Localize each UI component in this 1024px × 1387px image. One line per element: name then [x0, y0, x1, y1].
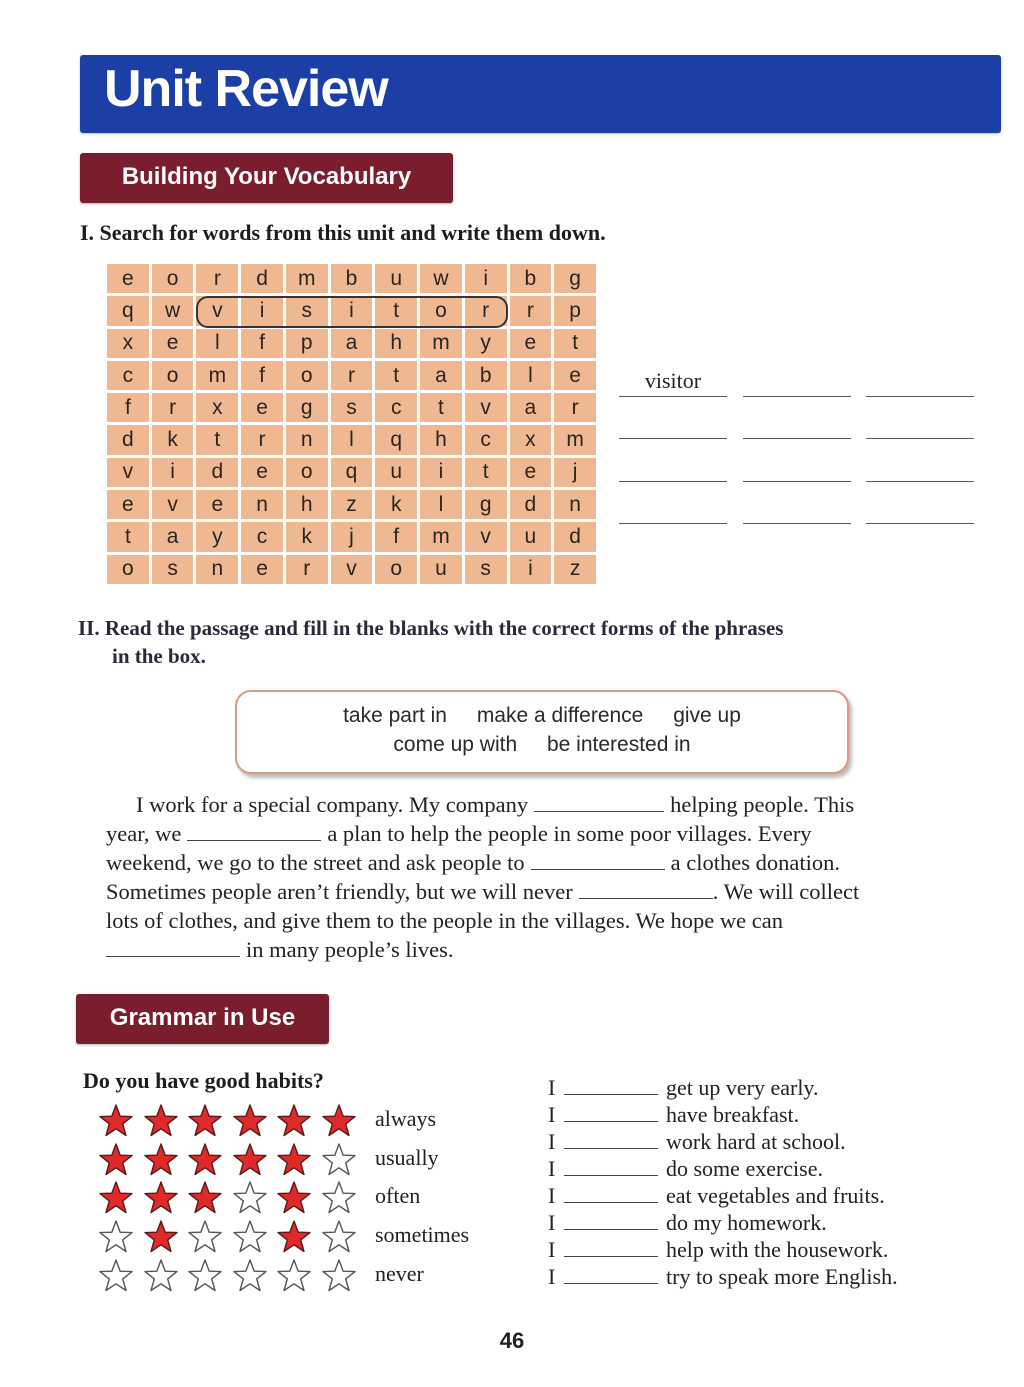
filled-star-icon [276, 1103, 312, 1139]
grid-cell: y [465, 329, 507, 358]
grid-cell: r [331, 361, 373, 390]
grid-cell: p [286, 329, 328, 358]
section-tab-vocabulary [80, 153, 453, 203]
grid-cell: m [286, 264, 328, 293]
empty-star-icon [232, 1258, 268, 1294]
grid-cell: c [241, 522, 283, 551]
sentence-text: get up very early. [666, 1075, 819, 1100]
answer-blank[interactable] [743, 438, 851, 439]
answer-blank[interactable] [619, 481, 727, 482]
grid-cell: o [420, 296, 462, 325]
grid-cell: e [241, 458, 283, 487]
phrase: take part in [343, 704, 447, 727]
filled-star-icon [143, 1103, 179, 1139]
answer-blank[interactable] [619, 438, 727, 439]
frequency-blank[interactable] [564, 1238, 658, 1257]
grid-cell: r [241, 425, 283, 454]
star-row-always [98, 1103, 365, 1139]
grid-cell: p [554, 296, 596, 325]
grid-cell: t [107, 522, 149, 551]
exercise-2-instruction-line1: II. Read the passage and fill in the blanks with the correct forms of the phrases [78, 616, 784, 640]
empty-star-icon [321, 1258, 357, 1294]
grid-cell: w [420, 264, 462, 293]
answer-blank[interactable] [619, 396, 727, 397]
empty-star-icon [276, 1258, 312, 1294]
grid-cell: g [286, 393, 328, 422]
habit-sentence [548, 1210, 827, 1237]
grid-cell: j [554, 458, 596, 487]
grid-cell: a [152, 522, 194, 551]
frequency-label: usually [375, 1145, 439, 1170]
grid-cell: k [375, 490, 417, 519]
grid-cell: t [196, 425, 238, 454]
grid-cell: i [510, 555, 552, 584]
empty-star-icon [187, 1219, 223, 1255]
answer-text: visitor [644, 368, 702, 393]
grid-cell: n [286, 425, 328, 454]
pronoun: I [548, 1129, 556, 1154]
phrase: make a difference [476, 704, 644, 727]
answer-blank[interactable] [619, 523, 727, 524]
grid-cell: y [196, 522, 238, 551]
grid-cell: r [510, 296, 552, 325]
answer-blank[interactable] [866, 523, 974, 524]
answer-blank[interactable] [866, 481, 974, 482]
grid-cell: s [286, 296, 328, 325]
passage-text: I work for a special company. My company [136, 792, 529, 817]
grid-cell: u [420, 555, 462, 584]
habit-sentence [548, 1183, 885, 1210]
grid-cell: o [375, 555, 417, 584]
pronoun: I [548, 1075, 556, 1100]
grid-cell: d [107, 425, 149, 454]
grid-cell: u [510, 522, 552, 551]
passage [106, 790, 996, 964]
grid-cell: d [196, 458, 238, 487]
grid-cell: s [465, 555, 507, 584]
grid-cell: t [420, 393, 462, 422]
passage-text: Sometimes people aren’t friendly, but we will never [106, 879, 573, 904]
filled-star-icon [187, 1142, 223, 1178]
grid-cell: h [286, 490, 328, 519]
filled-star-icon [232, 1142, 268, 1178]
grid-cell: v [107, 458, 149, 487]
passage-text: . We will collect [712, 879, 860, 904]
grid-cell: f [107, 393, 149, 422]
grid-cell: h [375, 329, 417, 358]
grid-cell: e [196, 490, 238, 519]
passage-text: in many people’s lives. [246, 937, 454, 962]
section-tab-grammar [76, 994, 329, 1044]
grid-cell: x [107, 329, 149, 358]
filled-star-icon [143, 1219, 179, 1255]
passage-text: year, we [106, 821, 182, 846]
frequency-label: never [375, 1261, 424, 1286]
frequency-blank[interactable] [564, 1157, 658, 1176]
sentence-text: eat vegetables and fruits. [666, 1183, 885, 1208]
pronoun: I [548, 1102, 556, 1127]
grid-cell: m [554, 425, 596, 454]
grid-cell: i [420, 458, 462, 487]
grid-cell: s [331, 393, 373, 422]
star-row-often [98, 1180, 365, 1216]
sentence-text: help with the housework. [666, 1237, 889, 1262]
section-tab-label: Building Your Vocabulary [121, 163, 412, 190]
grid-cell: d [554, 522, 596, 551]
grid-cell: k [152, 425, 194, 454]
grid-cell: g [554, 264, 596, 293]
grid-cell: i [152, 458, 194, 487]
grid-cell: r [196, 264, 238, 293]
pronoun: I [548, 1210, 556, 1235]
grid-cell: e [107, 264, 149, 293]
grid-cell: d [510, 490, 552, 519]
grid-cell: q [375, 425, 417, 454]
answer-blank[interactable] [743, 481, 851, 482]
passage-blank-4[interactable] [579, 882, 713, 899]
answer-blank[interactable] [866, 438, 974, 439]
filled-star-icon [276, 1142, 312, 1178]
grid-cell: k [286, 522, 328, 551]
frequency-label: often [375, 1183, 421, 1208]
grid-cell: x [196, 393, 238, 422]
grid-cell: r [465, 296, 507, 325]
grid-cell: o [286, 361, 328, 390]
grid-cell: e [241, 555, 283, 584]
grid-cell: c [375, 393, 417, 422]
passage-blank-5[interactable] [106, 940, 240, 957]
grid-cell: r [286, 555, 328, 584]
passage-blank-3[interactable] [531, 853, 665, 870]
filled-star-icon [98, 1103, 134, 1139]
empty-star-icon [232, 1180, 268, 1216]
phrase-row-2 [237, 733, 847, 757]
pronoun: I [548, 1264, 556, 1289]
empty-star-icon [321, 1180, 357, 1216]
grid-cell: e [510, 458, 552, 487]
grid-cell: h [420, 425, 462, 454]
phrase-row-1 [237, 704, 847, 728]
empty-star-icon [187, 1258, 223, 1294]
grid-cell: b [465, 361, 507, 390]
grid-cell: m [196, 361, 238, 390]
exercise-1-instruction: I. Search for words from this unit and write them down. [80, 220, 606, 245]
frequency-blank[interactable] [564, 1130, 658, 1149]
filled-star-icon [276, 1180, 312, 1216]
grid-cell: l [420, 490, 462, 519]
passage-text: helping people. This [670, 792, 855, 817]
phrase: give up [673, 704, 741, 727]
sentence-text: work hard at school. [666, 1129, 846, 1154]
habit-sentence [548, 1075, 819, 1102]
grid-cell: f [241, 329, 283, 358]
grid-cell: s [152, 555, 194, 584]
frequency-label: sometimes [375, 1222, 470, 1247]
grid-cell: m [420, 522, 462, 551]
grid-cell: f [241, 361, 283, 390]
sentence-text: have breakfast. [666, 1102, 800, 1127]
grid-cell: z [554, 555, 596, 584]
pronoun: I [548, 1156, 556, 1181]
grid-cell: j [331, 522, 373, 551]
grid-cell: b [510, 264, 552, 293]
grid-cell: t [375, 361, 417, 390]
filled-star-icon [187, 1103, 223, 1139]
grid-cell: a [331, 329, 373, 358]
grid-cell: a [510, 393, 552, 422]
grid-cell: c [107, 361, 149, 390]
grid-cell: b [331, 264, 373, 293]
frequency-blank[interactable] [564, 1184, 658, 1203]
frequency-blank[interactable] [564, 1103, 658, 1122]
grid-cell: o [107, 555, 149, 584]
grid-cell: l [196, 329, 238, 358]
grid-cell: d [241, 264, 283, 293]
pronoun: I [548, 1183, 556, 1208]
sentence-text: do my homework. [666, 1210, 827, 1235]
answer-blank[interactable] [743, 396, 851, 397]
page-number: 46 [499, 1328, 525, 1353]
grid-cell: w [152, 296, 194, 325]
filled-star-icon [321, 1103, 357, 1139]
frequency-blank[interactable] [564, 1211, 658, 1230]
filled-star-icon [187, 1180, 223, 1216]
empty-star-icon [321, 1142, 357, 1178]
grid-cell: v [331, 555, 373, 584]
passage-text: a clothes donation. [670, 850, 840, 875]
answer-blank[interactable] [743, 523, 851, 524]
grid-cell: e [152, 329, 194, 358]
grid-cell: u [375, 458, 417, 487]
passage-blank-2[interactable] [187, 824, 321, 841]
sentence-text: try to speak more English. [666, 1264, 898, 1289]
phrase: be interested in [546, 733, 691, 756]
passage-text: lots of clothes, and give them to the people in the villages. We hope we can [106, 908, 783, 933]
star-row-sometimes [98, 1219, 365, 1255]
grid-cell: r [152, 393, 194, 422]
page-title: Unit Review [104, 60, 388, 118]
grid-cell: g [465, 490, 507, 519]
grid-cell: i [331, 296, 373, 325]
unit-review-banner [80, 55, 1001, 133]
grid-cell: z [331, 490, 373, 519]
grid-cell: q [331, 458, 373, 487]
habit-sentence [548, 1237, 888, 1264]
grid-cell: n [554, 490, 596, 519]
grid-cell: v [465, 522, 507, 551]
grid-cell: v [152, 490, 194, 519]
passage-text: weekend, we go to the street and ask people to [106, 850, 525, 875]
grid-cell: n [196, 555, 238, 584]
star-row-never [98, 1258, 365, 1294]
grid-cell: t [465, 458, 507, 487]
found-word-circle [196, 296, 508, 328]
empty-star-icon [321, 1219, 357, 1255]
grid-cell: r [554, 393, 596, 422]
filled-star-icon [143, 1142, 179, 1178]
passage-text: a plan to help the people in some poor villages. Every [327, 821, 812, 846]
answer-blank[interactable] [866, 396, 974, 397]
frequency-blank[interactable] [564, 1265, 658, 1284]
sentence-text: do some exercise. [666, 1156, 823, 1181]
grid-cell: c [465, 425, 507, 454]
frequency-label: always [375, 1106, 437, 1131]
grid-cell: q [107, 296, 149, 325]
pronoun: I [548, 1237, 556, 1262]
filled-star-icon [98, 1142, 134, 1178]
grid-cell: o [152, 361, 194, 390]
grid-cell: v [465, 393, 507, 422]
grid-cell: l [510, 361, 552, 390]
grid-cell: m [420, 329, 462, 358]
exercise-2-instruction-line2: in the box. [112, 644, 206, 668]
filled-star-icon [276, 1219, 312, 1255]
passage-blank-1[interactable] [534, 795, 664, 812]
phrase-box [235, 690, 849, 774]
grid-cell: e [241, 393, 283, 422]
habit-sentence [548, 1264, 898, 1291]
grid-cell: e [554, 361, 596, 390]
grid-cell: i [465, 264, 507, 293]
grid-cell: e [107, 490, 149, 519]
filled-star-icon [143, 1180, 179, 1216]
grid-cell: n [241, 490, 283, 519]
empty-star-icon [232, 1219, 268, 1255]
filled-star-icon [98, 1180, 134, 1216]
grid-cell: o [286, 458, 328, 487]
grid-cell: t [554, 329, 596, 358]
star-row-usually [98, 1142, 365, 1178]
grid-cell: x [510, 425, 552, 454]
grid-cell: v [196, 296, 238, 325]
habit-sentence [548, 1129, 846, 1156]
habits-question: Do you have good habits? [83, 1068, 324, 1093]
grid-cell: e [510, 329, 552, 358]
frequency-blank[interactable] [564, 1076, 658, 1095]
habit-sentence [548, 1102, 799, 1129]
grid-cell: o [152, 264, 194, 293]
empty-star-icon [98, 1219, 134, 1255]
habit-sentence [548, 1156, 823, 1183]
empty-star-icon [98, 1258, 134, 1294]
empty-star-icon [143, 1258, 179, 1294]
grid-cell: u [375, 264, 417, 293]
grid-cell: i [241, 296, 283, 325]
section-tab-label: Grammar in Use [109, 1004, 296, 1031]
grid-cell: a [420, 361, 462, 390]
grid-cell: t [375, 296, 417, 325]
grid-cell: l [331, 425, 373, 454]
filled-star-icon [232, 1103, 268, 1139]
grid-cell: f [375, 522, 417, 551]
phrase: come up with [393, 733, 518, 756]
